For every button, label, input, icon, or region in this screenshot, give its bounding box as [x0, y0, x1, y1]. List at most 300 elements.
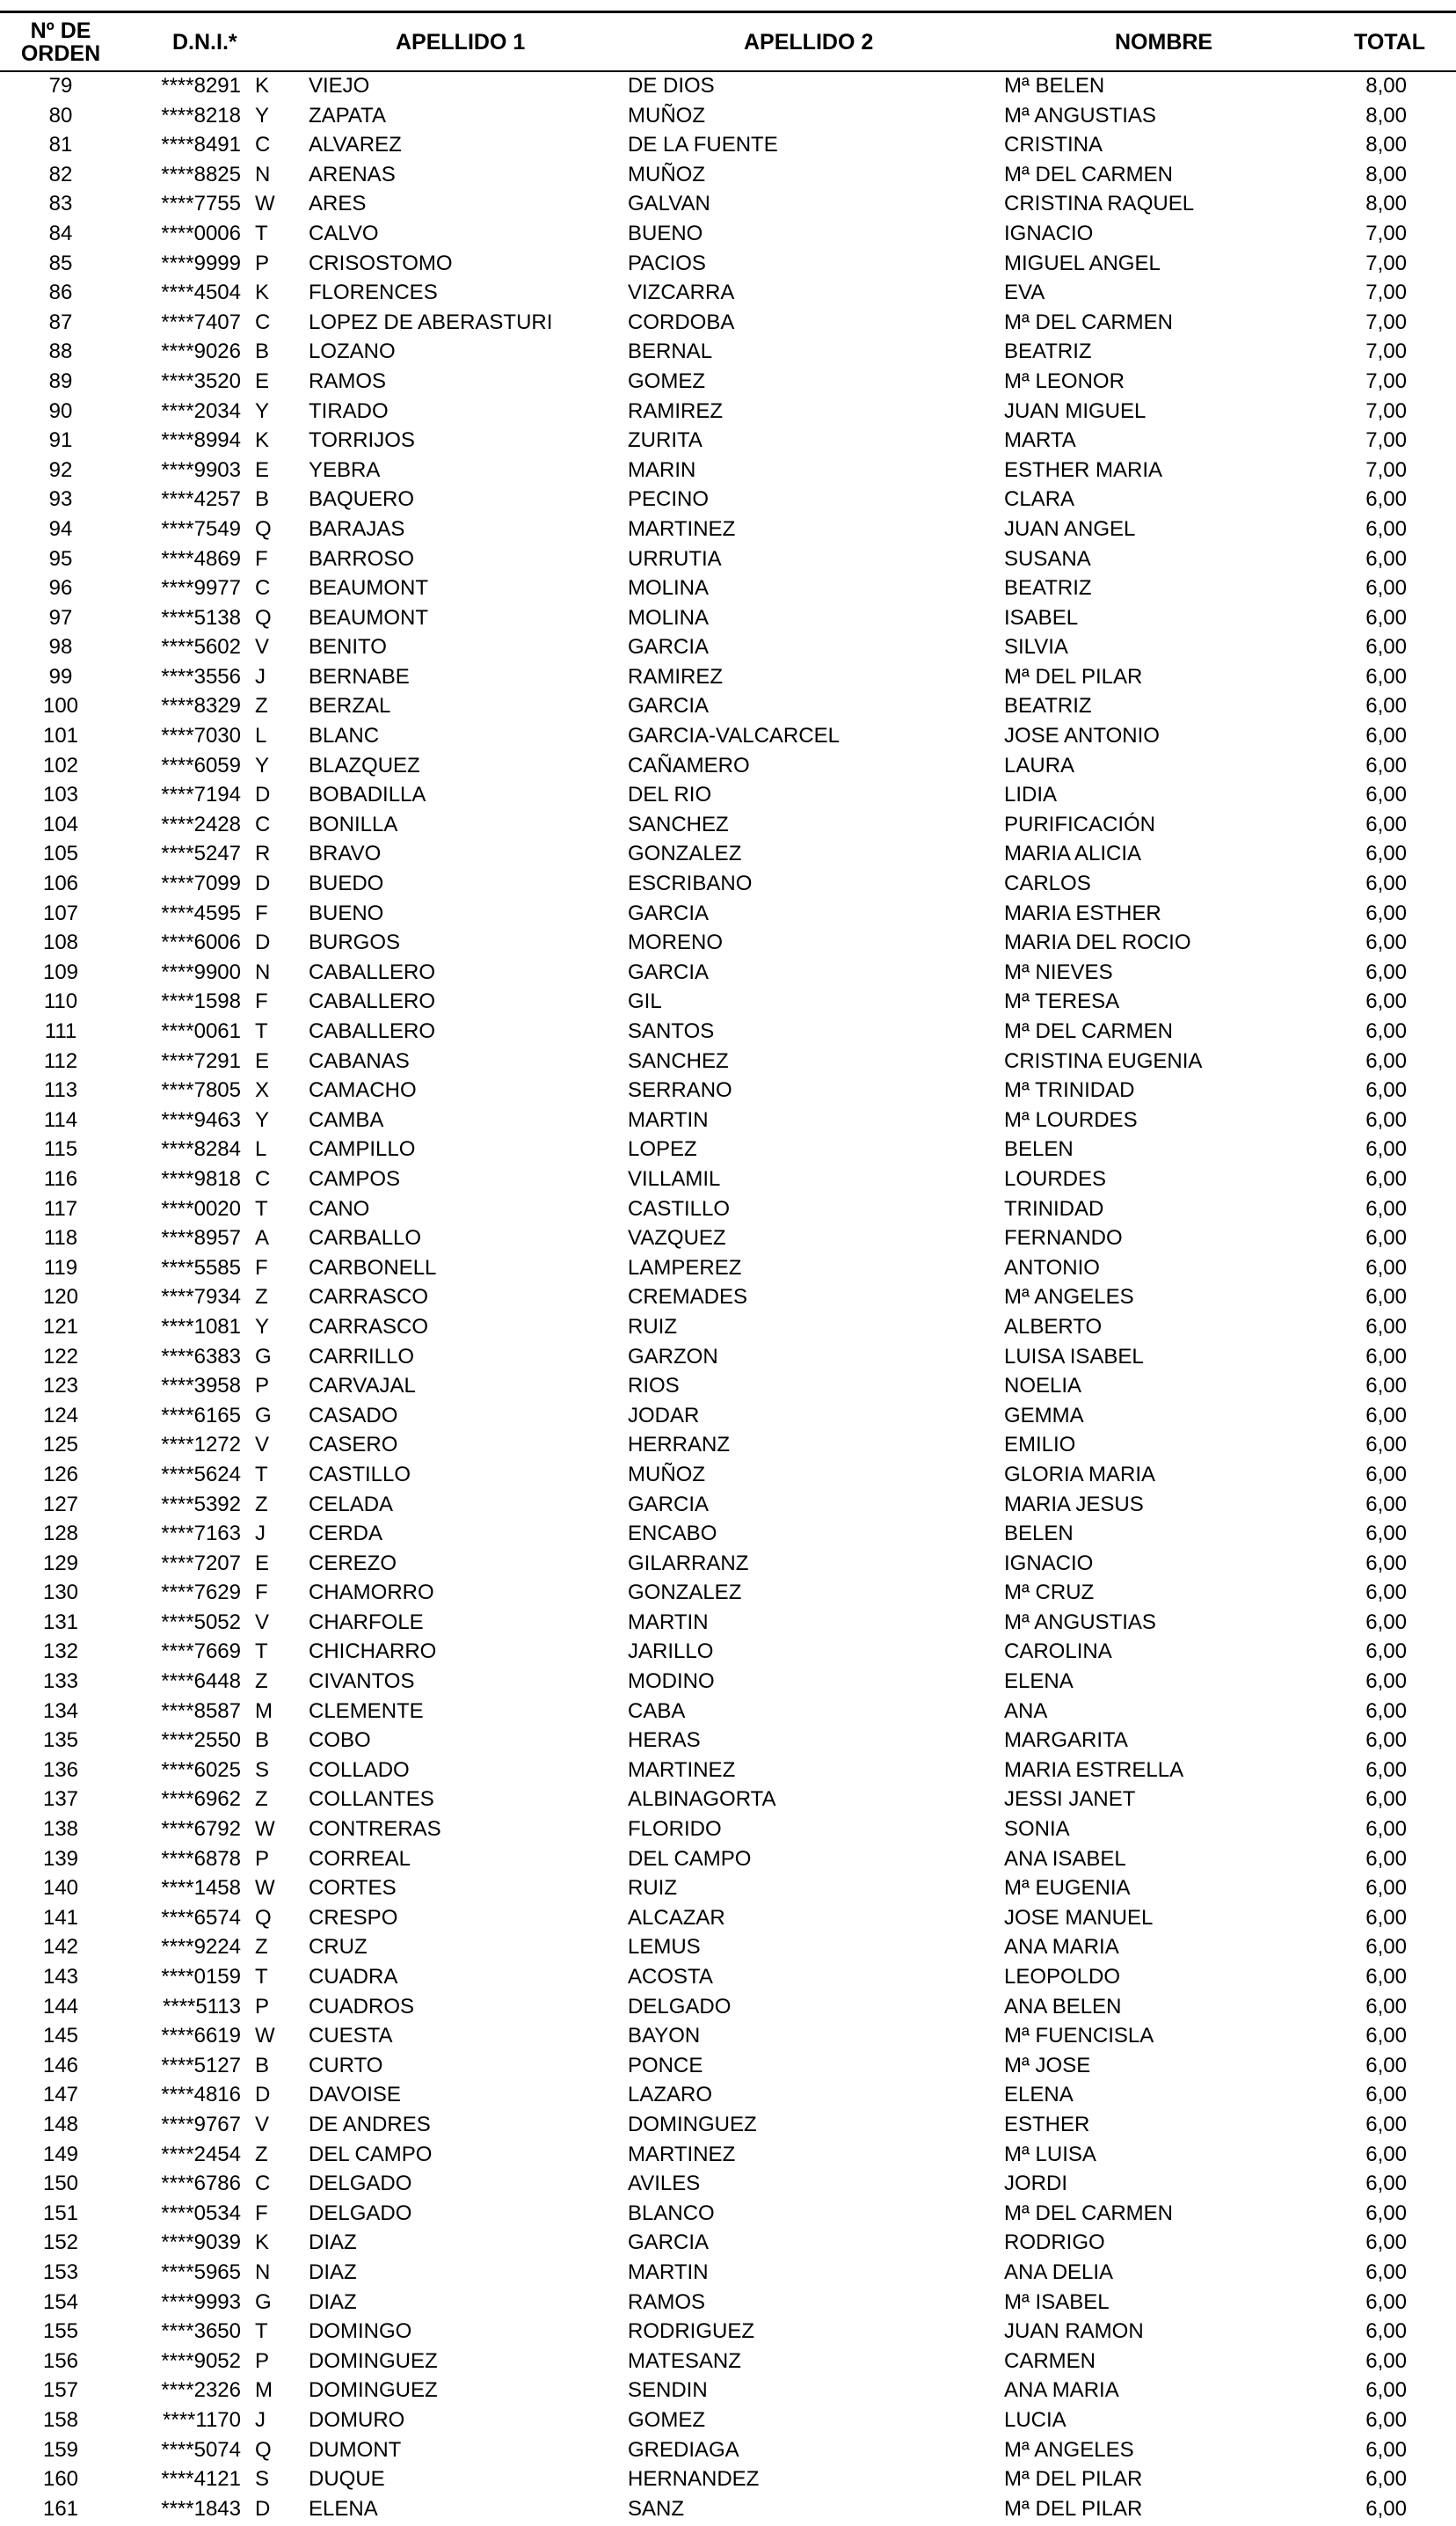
apellido1-cell: CARRILLO [309, 1344, 415, 1369]
dni-cell: ****4595 [161, 901, 241, 925]
total-cell: 6,00 [1365, 2083, 1407, 2107]
dni-letter-cell: V [255, 635, 270, 660]
orden-cell: 89 [48, 369, 73, 393]
total-cell: 6,00 [1365, 1698, 1407, 1723]
total-cell: 6,00 [1365, 2319, 1407, 2344]
apellido1-cell: BARROSO [309, 546, 415, 571]
apellido1-cell: BONILLA [309, 812, 398, 836]
nombre-cell: NOELIA [1004, 1374, 1082, 1398]
apellido2-cell: MODINO [628, 1669, 715, 1694]
apellido1-cell: CRISOSTOMO [309, 251, 453, 275]
total-cell: 6,00 [1365, 2437, 1407, 2462]
nombre-cell: BELEN [1004, 1522, 1074, 1546]
nombre-cell: ELENA [1004, 2083, 1074, 2107]
apellido2-cell: ESCRIBANO [628, 872, 753, 896]
dni-cell: ****9999 [161, 251, 241, 275]
dni-letter-cell: C [255, 576, 271, 601]
total-cell: 6,00 [1365, 576, 1407, 601]
apellido2-cell: CASTILLO [628, 1196, 731, 1221]
dni-cell: ****4816 [161, 2083, 241, 2107]
orden-cell: 153 [42, 2260, 79, 2284]
apellido1-cell: CHAMORRO [309, 1581, 434, 1605]
table-row [0, 1106, 1456, 1135]
nombre-cell: LOURDES [1004, 1166, 1107, 1191]
dni-cell: ****7407 [161, 310, 241, 334]
dni-letter-cell: L [255, 724, 267, 748]
total-cell: 6,00 [1365, 694, 1407, 719]
apellido2-cell: HERNANDEZ [628, 2467, 760, 2492]
dni-cell: ****2454 [161, 2142, 241, 2166]
apellido2-cell: HERRANZ [628, 1433, 731, 1457]
apellido1-cell: DAVOISE [309, 2083, 401, 2107]
dni-cell: ****1081 [161, 1314, 241, 1339]
dni-cell: ****2034 [161, 398, 241, 423]
table-row [0, 632, 1456, 662]
dni-cell: ****9039 [161, 2230, 241, 2255]
dni-cell: ****8957 [161, 1226, 241, 1251]
dni-letter-cell: Q [255, 1905, 272, 1930]
dni-cell: ****9767 [161, 2112, 241, 2136]
nombre-cell: CRISTINA RAQUEL [1004, 192, 1195, 216]
nombre-cell: JESSI JANET [1004, 1787, 1136, 1812]
dni-cell: ****5113 [163, 1994, 241, 2019]
total-cell: 8,00 [1365, 192, 1407, 216]
dni-letter-cell: C [255, 133, 271, 157]
total-cell: 6,00 [1365, 1344, 1407, 1369]
apellido1-cell: CAMPILLO [309, 1137, 416, 1162]
dni-cell: ****4257 [161, 487, 241, 512]
total-cell: 6,00 [1365, 1994, 1407, 2019]
dni-cell: ****7934 [161, 1285, 241, 1310]
apellido2-cell: GARCIA [628, 635, 710, 660]
dni-letter-cell: W [255, 192, 275, 216]
dni-letter-cell: Z [255, 1669, 268, 1694]
nombre-cell: CAROLINA [1004, 1639, 1112, 1664]
dni-letter-cell: Q [255, 605, 272, 630]
dni-cell: ****4869 [161, 546, 241, 571]
table-row [0, 1490, 1456, 1520]
dni-letter-cell: Q [255, 516, 272, 541]
table-row [0, 1253, 1456, 1283]
dni-letter-cell: E [255, 1551, 270, 1575]
orden-cell: 82 [48, 162, 73, 186]
nombre-cell: ANA MARIA [1004, 2378, 1119, 2403]
table-row [0, 2140, 1456, 2170]
dni-letter-cell: V [255, 2112, 270, 2136]
table-row [0, 2021, 1456, 2051]
apellido2-cell: BLANCO [628, 2201, 715, 2225]
dni-cell: ****3650 [161, 2319, 241, 2344]
nombre-cell: EVA [1004, 281, 1045, 305]
orden-cell: 143 [42, 1965, 79, 1989]
apellido2-cell: ENCABO [628, 1522, 717, 1546]
table-row [0, 2288, 1456, 2318]
header-apellido2: APELLIDO 2 [744, 30, 874, 55]
orden-cell: 115 [43, 1137, 78, 1162]
total-cell: 8,00 [1365, 133, 1407, 157]
dni-cell: ****9224 [161, 1935, 241, 1960]
apellido2-cell: ZURITA [628, 428, 703, 453]
dni-cell: ****7629 [161, 1581, 241, 1605]
total-cell: 6,00 [1365, 516, 1407, 541]
apellido2-cell: LAMPEREZ [628, 1255, 742, 1280]
nombre-cell: Mª ISABEL [1004, 2289, 1110, 2314]
table-row [0, 2464, 1456, 2494]
apellido2-cell: GOMEZ [628, 369, 705, 393]
total-cell: 6,00 [1365, 1107, 1407, 1132]
apellido2-cell: GARZON [628, 1344, 718, 1369]
dni-cell: ****2428 [161, 812, 241, 836]
apellido1-cell: CABALLERO [309, 989, 436, 1014]
orden-cell: 132 [42, 1639, 79, 1664]
total-cell: 6,00 [1365, 1166, 1407, 1191]
apellido1-cell: DEL CAMPO [309, 2142, 433, 2166]
orden-cell: 86 [48, 281, 73, 305]
table-row [0, 2258, 1456, 2288]
apellido1-cell: YEBRA [309, 457, 381, 482]
table-row [0, 603, 1456, 633]
apellido1-cell: CURTO [309, 2053, 383, 2077]
total-cell: 7,00 [1365, 339, 1407, 364]
apellido2-cell: SANTOS [628, 1019, 715, 1043]
nombre-cell: LUISA ISABEL [1004, 1344, 1144, 1369]
nombre-cell: Mª DEL CARMEN [1004, 310, 1174, 334]
total-cell: 6,00 [1365, 1846, 1407, 1871]
orden-cell: 100 [42, 694, 79, 719]
apellido1-cell: DE ANDRES [309, 2112, 431, 2136]
dni-letter-cell: Y [255, 753, 270, 778]
nombre-cell: IGNACIO [1004, 221, 1094, 245]
total-cell: 6,00 [1365, 1019, 1407, 1043]
total-cell: 6,00 [1365, 1048, 1407, 1073]
header-total: TOTAL [1354, 30, 1426, 55]
orden-cell: 91 [48, 428, 73, 453]
dni-letter-cell: Z [255, 1492, 268, 1516]
dni-cell: ****5602 [161, 635, 241, 660]
nombre-cell: Mª DEL PILAR [1004, 664, 1143, 689]
dni-cell: ****4504 [161, 281, 241, 305]
apellido2-cell: ACOSTA [628, 1965, 713, 1989]
apellido1-cell: BLANC [309, 724, 380, 748]
dni-cell: ****9903 [161, 457, 241, 482]
nombre-cell: Mª DEL PILAR [1004, 2467, 1143, 2492]
apellido2-cell: RIOS [628, 1374, 680, 1398]
orden-cell: 140 [42, 1876, 79, 1901]
apellido2-cell: BUENO [628, 221, 703, 245]
table-row [0, 1962, 1456, 1992]
dni-letter-cell: F [255, 989, 268, 1014]
dni-letter-cell: Z [255, 1935, 268, 1960]
apellido2-cell: GARCIA-VALCARCEL [628, 724, 840, 748]
apellido1-cell: CARVAJAL [309, 1374, 416, 1398]
table-row [0, 899, 1456, 929]
orden-cell: 144 [42, 1994, 79, 2019]
total-cell: 6,00 [1365, 724, 1407, 748]
total-cell: 6,00 [1365, 2407, 1407, 2432]
dni-letter-cell: K [255, 428, 270, 453]
dni-cell: ****8218 [161, 103, 241, 128]
orden-cell: 129 [42, 1551, 79, 1575]
nombre-cell: JOSE MANUEL [1004, 1905, 1154, 1930]
apellido1-cell: CORTES [309, 1876, 397, 1901]
apellido1-cell: ZAPATA [309, 103, 387, 128]
table-row [0, 2110, 1456, 2140]
dni-cell: ****7030 [161, 724, 241, 748]
apellido1-cell: DOMURO [309, 2407, 405, 2432]
total-cell: 6,00 [1365, 2142, 1407, 2166]
dni-cell: ****7669 [161, 1639, 241, 1664]
table-row [0, 1844, 1456, 1874]
nombre-cell: MARTA [1004, 428, 1076, 453]
apellido2-cell: SENDIN [628, 2378, 708, 2403]
dni-letter-cell: D [255, 872, 271, 896]
dni-cell: ****0006 [161, 221, 241, 245]
apellido1-cell: CARBONELL [309, 1255, 437, 1280]
table-row [0, 1017, 1456, 1047]
orden-cell: 106 [42, 872, 79, 896]
dni-cell: ****6786 [161, 2172, 241, 2196]
apellido2-cell: VILLAMIL [628, 1166, 721, 1191]
table-row [0, 2080, 1456, 2110]
dni-cell: ****6383 [161, 1344, 241, 1369]
total-cell: 6,00 [1365, 812, 1407, 836]
dni-letter-cell: K [255, 74, 270, 98]
dni-cell: ****5965 [161, 2260, 241, 2284]
total-cell: 6,00 [1365, 2053, 1407, 2077]
orden-cell: 131 [42, 1610, 79, 1634]
orden-cell: 135 [42, 1728, 79, 1753]
nombre-cell: ELENA [1004, 1669, 1074, 1694]
dni-cell: ****5585 [161, 1255, 241, 1280]
orden-cell: 109 [42, 960, 79, 984]
dni-letter-cell: J [255, 664, 266, 689]
dni-letter-cell: B [255, 487, 270, 512]
total-cell: 6,00 [1365, 1522, 1407, 1546]
results-table [0, 71, 1456, 2523]
nombre-cell: Mª ANGELES [1004, 1285, 1134, 1310]
nombre-cell: FERNANDO [1004, 1226, 1123, 1251]
dni-letter-cell: L [255, 1137, 267, 1162]
table-row [0, 1756, 1456, 1785]
dni-cell: ****6448 [161, 1669, 241, 1694]
nombre-cell: ANA BELEN [1004, 1994, 1122, 2019]
apellido2-cell: GARCIA [628, 2230, 710, 2255]
total-cell: 7,00 [1365, 281, 1407, 305]
orden-cell: 111 [44, 1019, 77, 1043]
orden-cell: 104 [42, 812, 79, 836]
nombre-cell: Mª FUENCISLA [1004, 2024, 1154, 2048]
nombre-cell: Mª EUGENIA [1004, 1876, 1131, 1901]
orden-cell: 148 [42, 2112, 79, 2136]
nombre-cell: MIGUEL ANGEL [1004, 251, 1161, 275]
apellido2-cell: MUÑOZ [628, 162, 705, 186]
apellido2-cell: CORDOBA [628, 310, 735, 334]
total-cell: 6,00 [1365, 2378, 1407, 2403]
apellido2-cell: JARILLO [628, 1639, 714, 1664]
dni-letter-cell: K [255, 281, 270, 305]
nombre-cell: JOSE ANTONIO [1004, 724, 1160, 748]
nombre-cell: Mª NIEVES [1004, 960, 1113, 984]
table-row [0, 1637, 1456, 1667]
table-row [0, 2376, 1456, 2406]
total-cell: 7,00 [1365, 457, 1407, 482]
apellido2-cell: PECINO [628, 487, 710, 512]
total-cell: 8,00 [1365, 162, 1407, 186]
apellido1-cell: DOMINGUEZ [309, 2378, 438, 2403]
apellido1-cell: CAMPOS [309, 1166, 401, 1191]
table-row [0, 691, 1456, 721]
dni-cell: ****5624 [161, 1462, 241, 1486]
total-cell: 6,00 [1365, 664, 1407, 689]
apellido2-cell: MARTIN [628, 1107, 709, 1132]
dni-cell: ****5392 [161, 1492, 241, 1516]
dni-cell: ****1458 [161, 1876, 241, 1901]
dni-cell: ****6025 [161, 1757, 241, 1782]
orden-cell: 122 [42, 1344, 79, 1369]
dni-letter-cell: E [255, 1048, 270, 1073]
apellido2-cell: CABA [628, 1698, 686, 1723]
table-row [0, 1135, 1456, 1164]
apellido1-cell: CLEMENTE [309, 1698, 424, 1723]
table-row [0, 1371, 1456, 1401]
apellido1-cell: BUEDO [309, 872, 384, 896]
orden-cell: 149 [42, 2142, 79, 2166]
dni-cell: ****5074 [161, 2437, 241, 2462]
table-row [0, 1519, 1456, 1549]
table-row [0, 810, 1456, 840]
dni-letter-cell: K [255, 2230, 270, 2255]
dni-cell: ****6059 [161, 753, 241, 778]
apellido1-cell: DIAZ [309, 2230, 357, 2255]
orden-cell: 137 [42, 1787, 79, 1812]
table-row [0, 1578, 1456, 1608]
apellido1-cell: CELADA [309, 1492, 394, 1516]
dni-cell: ****5052 [161, 1610, 241, 1634]
dni-cell: ****3556 [161, 664, 241, 689]
apellido2-cell: MOLINA [628, 576, 710, 601]
total-cell: 6,00 [1365, 1255, 1407, 1280]
apellido1-cell: DELGADO [309, 2172, 412, 2196]
apellido1-cell: CAMACHO [309, 1078, 417, 1103]
orden-cell: 141 [42, 1905, 79, 1930]
dni-letter-cell: E [255, 457, 270, 482]
table-row [0, 515, 1456, 544]
orden-cell: 123 [42, 1374, 79, 1398]
nombre-cell: GEMMA [1004, 1403, 1084, 1427]
apellido1-cell: LOZANO [309, 339, 396, 364]
orden-cell: 146 [42, 2053, 79, 2077]
dni-letter-cell: T [255, 1019, 268, 1043]
dni-letter-cell: C [255, 812, 271, 836]
table-row [0, 2347, 1456, 2376]
dni-letter-cell: N [255, 162, 271, 186]
apellido1-cell: CIVANTOS [309, 1669, 415, 1694]
nombre-cell: CRISTINA EUGENIA [1004, 1048, 1203, 1073]
dni-letter-cell: G [255, 2289, 272, 2314]
orden-cell: 97 [48, 605, 73, 630]
table-row [0, 308, 1456, 338]
dni-letter-cell: E [255, 369, 270, 393]
dni-letter-cell: T [255, 1462, 268, 1486]
nombre-cell: SUSANA [1004, 546, 1091, 571]
apellido2-cell: DE DIOS [628, 74, 715, 98]
apellido1-cell: COLLADO [309, 1757, 410, 1782]
apellido1-cell: CUADROS [309, 1994, 415, 2019]
total-cell: 6,00 [1365, 1817, 1407, 1842]
nombre-cell: ANA ISABEL [1004, 1846, 1126, 1871]
total-cell: 7,00 [1365, 310, 1407, 334]
orden-cell: 90 [48, 398, 73, 423]
nombre-cell: Mª TERESA [1004, 989, 1120, 1014]
dni-cell: ****5127 [161, 2053, 241, 2077]
total-cell: 6,00 [1365, 1433, 1407, 1457]
dni-cell: ****6006 [161, 931, 241, 955]
orden-cell: 95 [48, 546, 73, 571]
dni-letter-cell: B [255, 1728, 270, 1753]
dni-letter-cell: R [255, 842, 271, 866]
nombre-cell: Mª DEL CARMEN [1004, 2201, 1174, 2225]
dni-cell: ****8994 [161, 428, 241, 453]
dni-letter-cell: N [255, 960, 271, 984]
dni-cell: ****8329 [161, 694, 241, 719]
apellido2-cell: MATESANZ [628, 2348, 741, 2373]
nombre-cell: Mª ANGUSTIAS [1004, 1610, 1156, 1634]
table-row [0, 987, 1456, 1017]
apellido1-cell: ALVAREZ [309, 133, 402, 157]
apellido2-cell: LAZARO [628, 2083, 713, 2107]
dni-letter-cell: T [255, 1196, 268, 1221]
apellido2-cell: SANZ [628, 2496, 685, 2521]
orden-cell: 136 [42, 1757, 79, 1782]
table-row [0, 456, 1456, 485]
apellido1-cell: DOMINGUEZ [309, 2348, 438, 2373]
nombre-cell: Mª DEL CARMEN [1004, 162, 1174, 186]
dni-letter-cell: F [255, 901, 268, 925]
dni-letter-cell: N [255, 2260, 271, 2284]
apellido2-cell: FLORIDO [628, 1817, 722, 1842]
orden-cell: 155 [42, 2319, 79, 2344]
apellido2-cell: SERRANO [628, 1078, 732, 1103]
dni-letter-cell: F [255, 1255, 268, 1280]
apellido2-cell: MARTIN [628, 2260, 709, 2284]
table-row [0, 426, 1456, 456]
nombre-cell: Mª DEL PILAR [1004, 2496, 1143, 2521]
apellido2-cell: GARCIA [628, 960, 710, 984]
nombre-cell: LAURA [1004, 753, 1075, 778]
dni-cell: ****3520 [161, 369, 241, 393]
table-row [0, 2494, 1456, 2524]
dni-letter-cell: Z [255, 1787, 268, 1812]
orden-cell: 154 [42, 2289, 79, 2314]
dni-cell: ****9052 [161, 2348, 241, 2373]
dni-letter-cell: P [255, 2348, 270, 2373]
total-cell: 7,00 [1365, 369, 1407, 393]
orden-cell: 126 [42, 1462, 79, 1486]
orden-cell: 98 [48, 635, 73, 660]
dni-cell: ****7755 [161, 192, 241, 216]
orden-cell: 114 [43, 1107, 78, 1132]
apellido2-cell: DELGADO [628, 1994, 732, 2019]
nombre-cell: ESTHER [1004, 2112, 1090, 2136]
apellido1-cell: BURGOS [309, 931, 401, 955]
total-cell: 7,00 [1365, 428, 1407, 453]
apellido2-cell: BAYON [628, 2024, 701, 2048]
dni-cell: ****5247 [161, 842, 241, 866]
dni-cell: ****9818 [161, 1166, 241, 1191]
total-cell: 6,00 [1365, 546, 1407, 571]
header-nombre: NOMBRE [1115, 30, 1213, 55]
dni-cell: ****6792 [161, 1817, 241, 1842]
